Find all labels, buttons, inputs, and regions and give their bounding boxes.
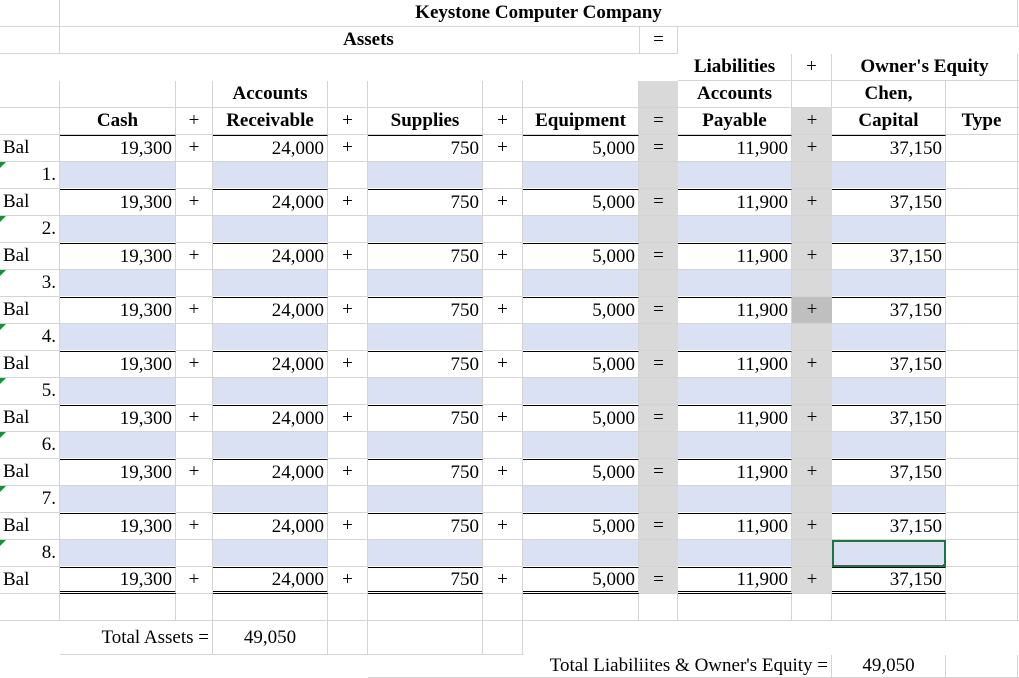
plus-sign[interactable]: + — [483, 351, 523, 378]
supplies-input[interactable] — [368, 378, 483, 405]
type-input[interactable] — [946, 162, 1018, 189]
cash-balance[interactable]: 19,300 — [60, 513, 176, 540]
receivable-balance[interactable]: 24,000 — [213, 405, 328, 432]
supplies-balance[interactable]: 750 — [368, 351, 483, 378]
type-input[interactable] — [946, 486, 1018, 513]
supplies-input[interactable] — [368, 324, 483, 351]
cell[interactable] — [639, 540, 678, 567]
receivable-input[interactable] — [213, 432, 328, 459]
cell[interactable] — [0, 0, 60, 27]
payable-balance[interactable]: 11,900 — [678, 135, 792, 162]
capital-input[interactable] — [832, 432, 946, 459]
supplies-input[interactable] — [368, 486, 483, 513]
supplies-balance[interactable]: 750 — [368, 405, 483, 432]
equipment-input[interactable] — [523, 378, 639, 405]
cell[interactable] — [946, 243, 1018, 270]
equipment-balance[interactable]: 5,000 — [523, 567, 639, 594]
cash-input[interactable] — [60, 432, 176, 459]
transaction-number[interactable]: 4. — [0, 324, 60, 351]
capital-balance[interactable]: 37,150 — [832, 513, 946, 540]
equipment-balance[interactable]: 5,000 — [523, 243, 639, 270]
total-assets-label[interactable]: Total Assets = — [60, 621, 213, 655]
cell[interactable] — [176, 324, 213, 351]
cell[interactable] — [639, 486, 678, 513]
cash-input[interactable] — [60, 162, 176, 189]
plus-sign[interactable]: + — [328, 243, 368, 270]
equals-sign[interactable]: = — [639, 135, 678, 162]
receivable-input[interactable] — [213, 270, 328, 297]
cell[interactable] — [946, 405, 1018, 432]
supplies-balance[interactable]: 750 — [368, 297, 483, 324]
plus-sign[interactable]: + — [792, 135, 832, 162]
transaction-number[interactable]: 3. — [0, 270, 60, 297]
capital-balance[interactable]: 37,150 — [832, 567, 946, 594]
plus-sign: + — [176, 108, 213, 135]
plus-sign[interactable]: + — [328, 189, 368, 216]
supplies-input[interactable] — [368, 540, 483, 567]
payable-balance[interactable]: 11,900 — [678, 513, 792, 540]
plus-sign[interactable]: + — [483, 243, 523, 270]
receivable-balance[interactable]: 24,000 — [213, 351, 328, 378]
plus-sign[interactable]: + — [328, 459, 368, 486]
payable-balance[interactable]: 11,900 — [678, 243, 792, 270]
transaction-number[interactable]: 1. — [0, 162, 60, 189]
supplies-balance[interactable]: 750 — [368, 135, 483, 162]
balance-label[interactable]: Bal — [0, 405, 60, 432]
cell[interactable] — [213, 594, 328, 621]
cell[interactable] — [523, 594, 639, 621]
capital-input[interactable] — [832, 540, 946, 567]
payable-input[interactable] — [678, 324, 792, 351]
cell[interactable] — [0, 594, 60, 621]
cell[interactable] — [639, 324, 678, 351]
cell[interactable] — [328, 270, 368, 297]
capital-balance[interactable]: 37,150 — [832, 351, 946, 378]
plus-sign[interactable]: + — [176, 135, 213, 162]
balance-label[interactable]: Bal — [0, 351, 60, 378]
plus-sign[interactable]: + — [176, 351, 213, 378]
payable-input[interactable] — [678, 270, 792, 297]
supplies-input[interactable] — [368, 216, 483, 243]
plus-sign[interactable]: + — [328, 567, 368, 594]
supplies-input[interactable] — [368, 432, 483, 459]
cell[interactable] — [639, 432, 678, 459]
plus-sign[interactable]: + — [328, 297, 368, 324]
payable-header[interactable]: Payable — [678, 108, 792, 135]
total-liabilities-equity-value[interactable]: 49,050 — [832, 655, 946, 678]
equipment-input[interactable] — [523, 432, 639, 459]
equipment-balance[interactable]: 5,000 — [523, 459, 639, 486]
capital-balance[interactable]: 37,150 — [832, 297, 946, 324]
cell[interactable] — [328, 540, 368, 567]
cash-input[interactable] — [60, 324, 176, 351]
equals-sign[interactable]: = — [639, 351, 678, 378]
plus-sign: + — [792, 108, 832, 135]
cell[interactable] — [639, 162, 678, 189]
cell[interactable] — [483, 270, 523, 297]
plus-sign[interactable]: + — [483, 135, 523, 162]
equipment-balance[interactable]: 5,000 — [523, 405, 639, 432]
equipment-balance[interactable]: 5,000 — [523, 513, 639, 540]
cash-balance[interactable]: 19,300 — [60, 135, 176, 162]
balance-label[interactable]: Bal — [0, 243, 60, 270]
type-input[interactable] — [946, 378, 1018, 405]
cell[interactable] — [368, 621, 483, 655]
equals-sign[interactable]: = — [639, 513, 678, 540]
plus-sign[interactable]: + — [328, 135, 368, 162]
total-assets-value[interactable]: 49,050 — [213, 621, 328, 655]
plus-sign[interactable]: + — [328, 351, 368, 378]
capital-balance[interactable]: 37,150 — [832, 243, 946, 270]
cell[interactable] — [639, 594, 678, 621]
plus-sign[interactable]: + — [483, 459, 523, 486]
chen-header[interactable]: Chen, — [832, 81, 946, 108]
cell[interactable] — [176, 216, 213, 243]
receivable-input[interactable] — [213, 540, 328, 567]
cell[interactable] — [946, 351, 1018, 378]
plus-sign: + — [328, 108, 368, 135]
cell[interactable] — [483, 162, 523, 189]
equipment-input[interactable] — [523, 486, 639, 513]
cell[interactable] — [176, 162, 213, 189]
cell[interactable] — [483, 486, 523, 513]
cell[interactable] — [946, 459, 1018, 486]
cell[interactable] — [946, 513, 1018, 540]
type-input[interactable] — [946, 216, 1018, 243]
plus-sign[interactable]: + — [483, 567, 523, 594]
total-liabilities-equity-label[interactable]: Total Liabiliites & Owner's Equity = — [368, 655, 832, 678]
equals-sign[interactable]: = — [639, 567, 678, 594]
plus-sign[interactable]: + — [483, 297, 523, 324]
cash-balance[interactable]: 19,300 — [60, 567, 176, 594]
cash-input[interactable] — [60, 540, 176, 567]
supplies-header[interactable]: Supplies — [368, 108, 483, 135]
supplies-balance[interactable]: 750 — [368, 459, 483, 486]
cell[interactable] — [639, 378, 678, 405]
cell[interactable] — [792, 270, 832, 297]
payable-input[interactable] — [678, 162, 792, 189]
receivable-balance[interactable]: 24,000 — [213, 189, 328, 216]
type-input[interactable] — [946, 432, 1018, 459]
cell[interactable] — [792, 540, 832, 567]
capital-balance[interactable]: 37,150 — [832, 459, 946, 486]
transaction-number[interactable]: 8. — [0, 540, 60, 567]
payable-input[interactable] — [678, 378, 792, 405]
cell[interactable] — [60, 594, 176, 621]
cell[interactable] — [483, 378, 523, 405]
plus-sign[interactable]: + — [792, 513, 832, 540]
equipment-balance[interactable]: 5,000 — [523, 351, 639, 378]
cell[interactable] — [832, 594, 946, 621]
cash-balance[interactable]: 19,300 — [60, 459, 176, 486]
capital-balance[interactable]: 37,150 — [832, 135, 946, 162]
cash-balance[interactable]: 19,300 — [60, 351, 176, 378]
transaction-number[interactable]: 6. — [0, 432, 60, 459]
plus-sign[interactable]: + — [792, 297, 832, 324]
supplies-input[interactable] — [368, 270, 483, 297]
cell[interactable] — [946, 135, 1018, 162]
payable-input[interactable] — [678, 486, 792, 513]
capital-balance[interactable]: 37,150 — [832, 189, 946, 216]
equals-sign[interactable]: = — [639, 297, 678, 324]
payable-balance[interactable]: 11,900 — [678, 297, 792, 324]
cash-header[interactable]: Cash — [60, 108, 176, 135]
equipment-input[interactable] — [523, 270, 639, 297]
cell[interactable] — [176, 540, 213, 567]
capital-input[interactable] — [832, 324, 946, 351]
cell[interactable] — [483, 432, 523, 459]
receivable-input[interactable] — [213, 378, 328, 405]
plus-sign[interactable]: + — [792, 459, 832, 486]
plus-sign[interactable]: + — [176, 459, 213, 486]
equipment-input[interactable] — [523, 162, 639, 189]
cell[interactable] — [483, 540, 523, 567]
type-header[interactable]: Type — [946, 108, 1018, 135]
cell[interactable] — [946, 594, 1018, 621]
receivable-input[interactable] — [213, 324, 328, 351]
plus-sign[interactable]: + — [792, 405, 832, 432]
plus-sign[interactable]: + — [328, 513, 368, 540]
cell[interactable] — [946, 297, 1018, 324]
transaction-number[interactable]: 7. — [0, 486, 60, 513]
plus-sign[interactable]: + — [328, 405, 368, 432]
cash-input[interactable] — [60, 216, 176, 243]
cell[interactable] — [946, 655, 1018, 678]
cell[interactable] — [792, 162, 832, 189]
receivable-balance[interactable]: 24,000 — [213, 567, 328, 594]
plus-sign[interactable]: + — [176, 297, 213, 324]
receivable-balance[interactable]: 24,000 — [213, 513, 328, 540]
cell[interactable] — [328, 324, 368, 351]
receivable-header[interactable]: Receivable — [213, 108, 328, 135]
balance-label[interactable]: Bal — [0, 135, 60, 162]
cell[interactable] — [328, 432, 368, 459]
cell[interactable] — [368, 594, 483, 621]
cell[interactable] — [946, 189, 1018, 216]
cash-balance[interactable]: 19,300 — [60, 405, 176, 432]
transaction-number[interactable]: 2. — [0, 216, 60, 243]
cell[interactable] — [792, 216, 832, 243]
equipment-header[interactable]: Equipment — [523, 108, 639, 135]
company-title[interactable]: Keystone Computer Company — [60, 0, 1018, 27]
equals-sign[interactable]: = — [639, 243, 678, 270]
capital-input[interactable] — [832, 378, 946, 405]
plus-sign[interactable]: + — [483, 189, 523, 216]
payable-balance[interactable]: 11,900 — [678, 405, 792, 432]
assets-header[interactable]: Assets — [60, 27, 678, 54]
balance-label[interactable]: Bal — [0, 567, 60, 594]
cell[interactable] — [946, 567, 1018, 594]
receivable-balance[interactable]: 24,000 — [213, 459, 328, 486]
cell[interactable] — [483, 324, 523, 351]
cash-balance[interactable]: 19,300 — [60, 243, 176, 270]
payable-input[interactable] — [678, 432, 792, 459]
payable-balance[interactable]: 11,900 — [678, 567, 792, 594]
cell[interactable] — [176, 378, 213, 405]
plus-sign[interactable]: + — [176, 243, 213, 270]
capital-input[interactable] — [832, 216, 946, 243]
equipment-balance[interactable]: 5,000 — [523, 135, 639, 162]
receivable-input[interactable] — [213, 486, 328, 513]
cell[interactable] — [0, 27, 60, 54]
capital-balance[interactable]: 37,150 — [832, 405, 946, 432]
receivable-balance[interactable]: 24,000 — [213, 243, 328, 270]
receivable-balance[interactable]: 24,000 — [213, 135, 328, 162]
cell[interactable] — [483, 216, 523, 243]
supplies-balance[interactable]: 750 — [368, 243, 483, 270]
payable-input[interactable] — [678, 540, 792, 567]
plus-sign[interactable]: + — [176, 513, 213, 540]
equipment-input[interactable] — [523, 324, 639, 351]
cell[interactable] — [328, 594, 368, 621]
payable-balance[interactable]: 11,900 — [678, 459, 792, 486]
equipment-balance[interactable]: 5,000 — [523, 297, 639, 324]
cell[interactable] — [483, 621, 523, 655]
cell[interactable] — [792, 378, 832, 405]
receivable-input[interactable] — [213, 216, 328, 243]
cell[interactable] — [328, 621, 368, 655]
equals-sign: = — [639, 27, 678, 54]
plus-sign[interactable]: + — [483, 405, 523, 432]
equipment-input[interactable] — [523, 216, 639, 243]
accounts-header[interactable]: Accounts — [213, 81, 328, 108]
capital-input[interactable] — [832, 162, 946, 189]
cell[interactable] — [328, 162, 368, 189]
cell[interactable] — [792, 594, 832, 621]
cash-input[interactable] — [60, 378, 176, 405]
receivable-input[interactable] — [213, 162, 328, 189]
plus-sign[interactable]: + — [792, 243, 832, 270]
accounts-payable-header-1[interactable]: Accounts — [678, 81, 792, 108]
balance-label[interactable]: Bal — [0, 189, 60, 216]
equals-sign[interactable]: = — [639, 405, 678, 432]
balance-label[interactable]: Bal — [0, 459, 60, 486]
cell[interactable] — [639, 270, 678, 297]
plus-sign[interactable]: + — [176, 189, 213, 216]
capital-input[interactable] — [832, 270, 946, 297]
cell[interactable] — [176, 486, 213, 513]
plus-sign[interactable]: + — [792, 351, 832, 378]
plus-sign[interactable]: + — [792, 189, 832, 216]
cash-balance[interactable]: 19,300 — [60, 297, 176, 324]
balance-label[interactable]: Bal — [0, 513, 60, 540]
supplies-balance[interactable]: 750 — [368, 567, 483, 594]
owners-equity-header[interactable]: Owner's Equity — [832, 54, 1018, 81]
balance-label[interactable]: Bal — [0, 297, 60, 324]
supplies-input[interactable] — [368, 162, 483, 189]
equipment-balance[interactable]: 5,000 — [523, 189, 639, 216]
transaction-number[interactable]: 5. — [0, 378, 60, 405]
cell[interactable] — [328, 378, 368, 405]
receivable-balance[interactable]: 24,000 — [213, 297, 328, 324]
equals-sign: = — [639, 108, 678, 135]
plus-sign[interactable]: + — [176, 567, 213, 594]
type-input[interactable] — [946, 540, 1018, 567]
plus-sign: + — [483, 108, 523, 135]
supplies-balance[interactable]: 750 — [368, 189, 483, 216]
plus-sign[interactable]: + — [176, 405, 213, 432]
payable-balance[interactable]: 11,900 — [678, 189, 792, 216]
equals-sign[interactable]: = — [639, 459, 678, 486]
cash-input[interactable] — [60, 270, 176, 297]
equals-sign[interactable]: = — [639, 189, 678, 216]
payable-balance[interactable]: 11,900 — [678, 351, 792, 378]
capital-input[interactable] — [832, 486, 946, 513]
cash-input[interactable] — [60, 486, 176, 513]
type-input[interactable] — [946, 324, 1018, 351]
cell[interactable] — [639, 216, 678, 243]
cell[interactable] — [792, 324, 832, 351]
payable-input[interactable] — [678, 216, 792, 243]
cell[interactable] — [328, 486, 368, 513]
plus-sign: + — [792, 54, 832, 81]
cell[interactable] — [176, 270, 213, 297]
supplies-balance[interactable]: 750 — [368, 513, 483, 540]
equipment-input[interactable] — [523, 540, 639, 567]
cell[interactable] — [792, 486, 832, 513]
cell[interactable] — [328, 216, 368, 243]
plus-sign[interactable]: + — [483, 513, 523, 540]
cell[interactable] — [678, 594, 792, 621]
cash-balance[interactable]: 19,300 — [60, 189, 176, 216]
cell[interactable] — [792, 432, 832, 459]
cell[interactable] — [176, 594, 213, 621]
type-input[interactable] — [946, 270, 1018, 297]
cell[interactable] — [176, 432, 213, 459]
plus-sign[interactable]: + — [792, 567, 832, 594]
capital-header[interactable]: Capital — [832, 108, 946, 135]
cell[interactable] — [483, 594, 523, 621]
liabilities-header[interactable]: Liabilities — [678, 54, 792, 81]
